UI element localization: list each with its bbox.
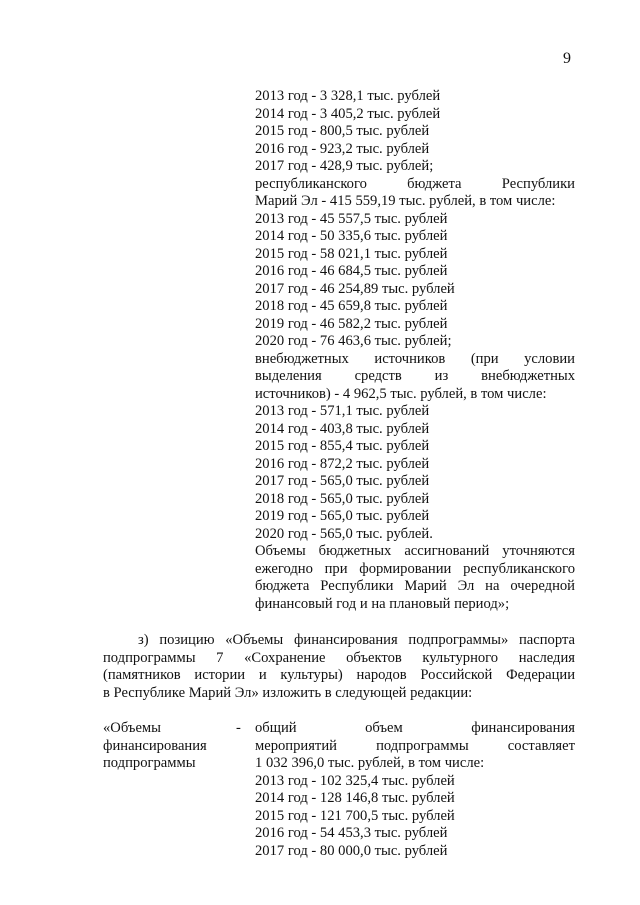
budget-line: 2016 год - 923,2 тыс. рублей <box>255 141 430 157</box>
allocation-note: бюджета Республики Марий Эл на очередной <box>255 578 575 594</box>
budget-line: 2015 год - 855,4 тыс. рублей <box>255 438 430 454</box>
budget-line: 2014 год - 128 146,8 тыс. рублей <box>255 790 455 806</box>
amendment-paragraph: з) позицию «Объемы финансирования подпрограммы» паспорта <box>138 632 575 648</box>
budget-line: 2014 год - 3 405,2 тыс. рублей <box>255 106 441 122</box>
table-heading: общий объем финансирования <box>255 720 575 736</box>
budget-line: 2015 год - 121 700,5 тыс. рублей <box>255 808 455 824</box>
budget-line: 2015 год - 58 021,1 тыс. рублей <box>255 246 448 262</box>
budget-line: 2019 год - 565,0 тыс. рублей <box>255 508 430 524</box>
amendment-paragraph: (памятников истории и культуры) народов Российской Федерации <box>103 667 575 683</box>
table-label: «Объемы <box>103 720 161 736</box>
budget-line: 2013 год - 3 328,1 тыс. рублей <box>255 88 441 104</box>
budget-line: 2014 год - 50 335,6 тыс. рублей <box>255 228 448 244</box>
budget-line: 2017 год - 46 254,89 тыс. рублей <box>255 281 455 297</box>
extrabudgetary-heading: источников) - 4 962,5 тыс. рублей, в том числе: <box>255 386 547 402</box>
budget-line: 2013 год - 45 557,5 тыс. рублей <box>255 211 448 227</box>
table-heading: 1 032 396,0 тыс. рублей, в том числе: <box>255 755 485 771</box>
table-label: подпрограммы <box>103 755 196 771</box>
budget-line: 2018 год - 565,0 тыс. рублей <box>255 491 430 507</box>
budget-line: 2016 год - 872,2 тыс. рублей <box>255 456 430 472</box>
allocation-note: Объемы бюджетных ассигнований уточняются <box>255 543 575 559</box>
budget-line: 2015 год - 800,5 тыс. рублей <box>255 123 430 139</box>
budget-line: 2016 год - 54 453,3 тыс. рублей <box>255 825 448 841</box>
budget-line: 2019 год - 46 582,2 тыс. рублей <box>255 316 448 332</box>
budget-line: 2020 год - 565,0 тыс. рублей. <box>255 526 433 542</box>
budget-line: 2017 год - 80 000,0 тыс. рублей <box>255 843 448 859</box>
allocation-note: финансовый год и на плановый период»; <box>255 596 510 612</box>
budget-line: 2020 год - 76 463,6 тыс. рублей; <box>255 333 452 349</box>
budget-line: 2013 год - 102 325,4 тыс. рублей <box>255 773 455 789</box>
budget-line: 2014 год - 403,8 тыс. рублей <box>255 421 430 437</box>
amendment-paragraph: в Республике Марий Эл» изложить в следующей редакции: <box>103 685 473 701</box>
budget-line: 2017 год - 428,9 тыс. рублей; <box>255 158 434 174</box>
page-number: 9 <box>563 50 571 67</box>
budget-line: 2018 год - 45 659,8 тыс. рублей <box>255 298 448 314</box>
extrabudgetary-heading: внебюджетных источников (при условии <box>255 351 575 367</box>
budget-line: 2016 год - 46 684,5 тыс. рублей <box>255 263 448 279</box>
table-dash: - <box>236 720 241 736</box>
budget-line: 2013 год - 571,1 тыс. рублей <box>255 403 430 419</box>
allocation-note: ежегодно при формировании республиканского <box>255 561 575 577</box>
amendment-paragraph: подпрограммы 7 «Сохранение объектов культурного наследия <box>103 650 575 666</box>
extrabudgetary-heading: выделения средств из внебюджетных <box>255 368 575 384</box>
table-heading: мероприятий подпрограммы составляет <box>255 738 575 754</box>
republican-budget-heading: республиканского бюджета Республики <box>255 176 575 192</box>
table-label: финансирования <box>103 738 207 754</box>
budget-line: 2017 год - 565,0 тыс. рублей <box>255 473 430 489</box>
republican-budget-heading: Марий Эл - 415 559,19 тыс. рублей, в том числе: <box>255 193 556 209</box>
